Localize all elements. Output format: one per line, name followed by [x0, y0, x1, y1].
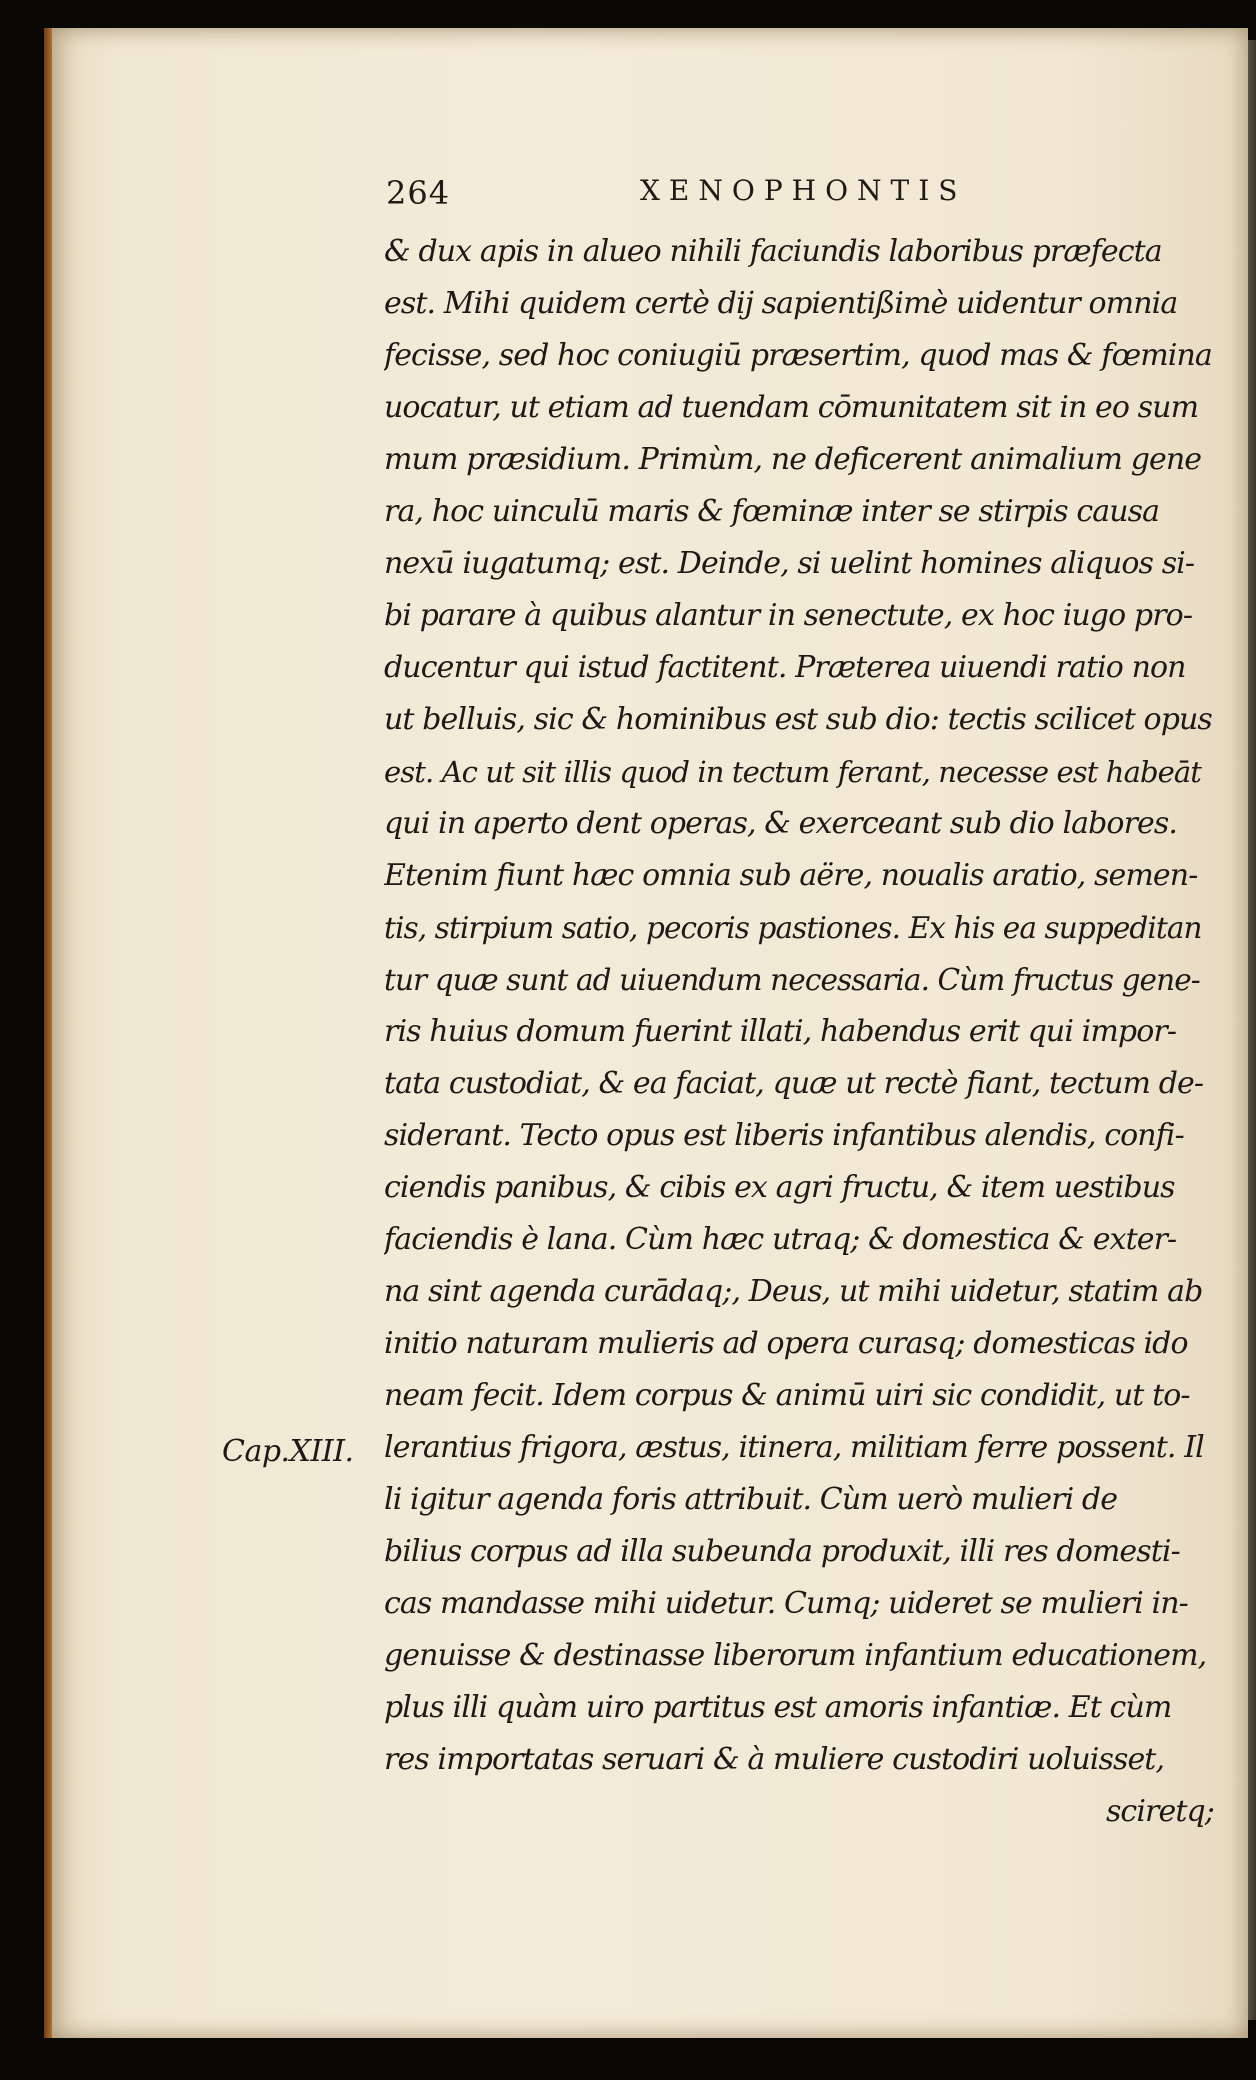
text-line: & dux apis in alueo nihili faciundis laboribus præfecta — [384, 234, 1162, 269]
text-line: neam fecit. Idem corpus & animū uiri sic condidit, ut to- — [384, 1378, 1190, 1413]
text-line: li igitur agenda foris attribuit. Cùm uerò mulieri de — [384, 1482, 1118, 1517]
text-line: est. Mihi quidem certè dij sapientißimè uidentur omnia — [384, 286, 1178, 321]
text-line: res importatas seruari & à muliere custodiri uoluisset, — [384, 1742, 1165, 1777]
text-line: na sint agenda curādaq;, Deus, ut mihi uidetur, statim ab — [384, 1274, 1203, 1309]
text-line: Etenim fiunt hæc omnia sub aëre, noualis aratio, semen- — [384, 858, 1198, 893]
page-number: 264 — [386, 174, 451, 212]
text-line: lerantius frigora, æstus, itinera, militiam ferre possent. Il — [384, 1430, 1204, 1465]
text-line: fecisse, sed hoc coniugiū præsertim, quod mas & fœmina — [384, 338, 1212, 373]
text-line: siderant. Tecto opus est liberis infantibus alendis, confi- — [384, 1118, 1184, 1153]
text-line: sciretq; — [1105, 1794, 1214, 1829]
text-line: ra, hoc uinculū maris & fœminæ inter se stirpis causa — [384, 494, 1160, 529]
text-line: tata custodiat, & ea faciat, quæ ut rectè fiant, tectum de- — [384, 1066, 1204, 1101]
text-block — [384, 226, 1214, 1838]
marginal-chapter-note: Cap.XIII. — [222, 1434, 354, 1469]
text-line: faciendis è lana. Cùm hæc utraq; & domestica & exter- — [384, 1222, 1177, 1257]
text-line: genuisse & destinasse liberorum infantium educationem, — [384, 1638, 1207, 1673]
text-line: initio naturam mulieris ad opera curasq; domesticas ido — [384, 1326, 1188, 1361]
text-line: nexū iugatumq; est. Deinde, si uelint homines aliquos si- — [384, 546, 1195, 581]
text-line: ut belluis, sic & hominibus est sub dio: tectis scilicet opus — [384, 702, 1212, 737]
running-head: XENOPHONTIS — [640, 174, 967, 207]
text-line: ducentur qui istud factitent. Præterea uiuendi ratio non — [384, 650, 1186, 685]
text-line: qui in aperto dent operas, & exerceant sub dio labores. — [384, 806, 1178, 841]
text-line: mum præsidium. Primùm, ne deficerent animalium gene — [384, 442, 1202, 477]
text-line: uocatur, ut etiam ad tuendam cōmunitatem sit in eo sum — [384, 390, 1199, 425]
text-line: tur quæ sunt ad uiuendum necessaria. Cùm fructus gene- — [384, 963, 1200, 997]
text-line: ris huius domum fuerint illati, habendus erit qui impor- — [384, 1014, 1177, 1049]
text-line: ciendis panibus, & cibis ex agri fructu, & item uestibus — [384, 1170, 1175, 1205]
text-line: bi parare à quibus alantur in senectute, ex hoc iugo pro- — [384, 598, 1193, 633]
text-line: est. Ac ut sit illis quod in tectum ferant, necesse est habeāt — [384, 755, 1202, 789]
text-line: plus illi quàm uiro partitus est amoris infantiæ. Et cùm — [384, 1690, 1172, 1725]
text-line: cas mandasse mihi uidetur. Cumq; uideret se mulieri in- — [384, 1586, 1188, 1621]
text-line: bilius corpus ad illa subeunda produxit, illi res domesti- — [384, 1534, 1180, 1569]
text-line: tis, stirpium satio, pecoris pastiones. Ex his ea suppeditan — [384, 911, 1202, 945]
